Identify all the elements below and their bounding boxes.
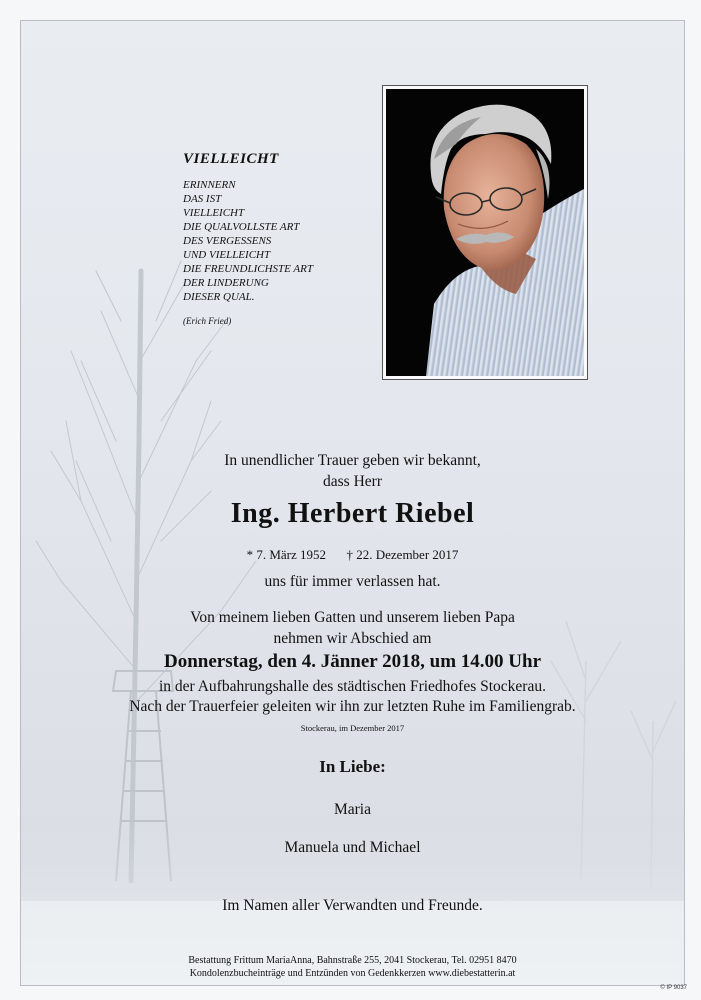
portrait-photo <box>386 89 584 376</box>
poem-line: UND VIELLEICHT <box>183 249 271 261</box>
place-date: Stockerau, im Dezember 2017 <box>300 723 405 733</box>
document-code: © IP 9037 <box>660 985 687 991</box>
poem-line: DAS IST <box>183 193 222 205</box>
location-line-1: in der Aufbahrungshalle des städtischen Friedhofes Stockerau. <box>159 678 546 695</box>
birth-date: * 7. März 1952 <box>246 547 326 562</box>
poem-title: VIELLEICHT <box>183 151 279 167</box>
intro-line-2: dass Herr <box>323 473 382 490</box>
left-line: uns für immer verlassen hat. <box>264 573 441 590</box>
location-line-2: Nach der Trauerfeier geleiten wir ihn zur letzten Ruhe im Familiengrab. <box>129 698 576 715</box>
poem-author: (Erich Fried) <box>183 316 232 326</box>
poem-line: DES VERGESSENS <box>183 235 272 247</box>
death-date: † 22. Dezember 2017 <box>346 547 459 562</box>
poem-line: DIESER QUAL. <box>183 291 255 303</box>
mourner-name: Maria <box>333 801 371 818</box>
life-dates <box>21 547 684 563</box>
farewell-line-2: nehmen wir Abschied am <box>273 630 432 647</box>
poem-line: VIELLEICHT <box>183 207 245 219</box>
deceased-name: Ing. Herbert Riebel <box>230 498 475 529</box>
portrait-illustration <box>386 89 584 376</box>
ceremony-date: Donnerstag, den 4. Jänner 2018, um 14.00 Uhr <box>163 651 542 672</box>
footer-funeral-home: Bestattung Frittum MariaAnna, Bahnstraße 255, 2041 Stockerau, Tel. 02951 8470 <box>188 955 517 966</box>
mourner-name: Manuela und Michael <box>284 839 421 856</box>
poem-line: DIE FREUNDLICHSTE ART <box>183 263 313 275</box>
obituary-card <box>20 20 685 986</box>
intro-line-1: In unendlicher Trauer geben wir bekannt, <box>224 452 481 469</box>
portrait-frame <box>382 85 588 380</box>
other-mourners: Im Namen aller Verwandten und Freunde. <box>222 897 483 914</box>
footer-condolence: Kondolenzbucheinträge und Entzünden von Gedenkkerzen www.diebestatterin.at <box>189 968 516 979</box>
mourners-heading: In Liebe: <box>319 757 386 776</box>
poem-line: DER LINDERUNG <box>183 277 269 289</box>
poem-lines <box>183 178 313 304</box>
poem <box>183 151 313 326</box>
poem-line: ERINNERN <box>183 179 236 191</box>
poem-line: DIE QUALVOLLSTE ART <box>183 221 300 233</box>
farewell-line-1: Von meinem lieben Gatten und unserem lieben Papa <box>190 609 515 626</box>
